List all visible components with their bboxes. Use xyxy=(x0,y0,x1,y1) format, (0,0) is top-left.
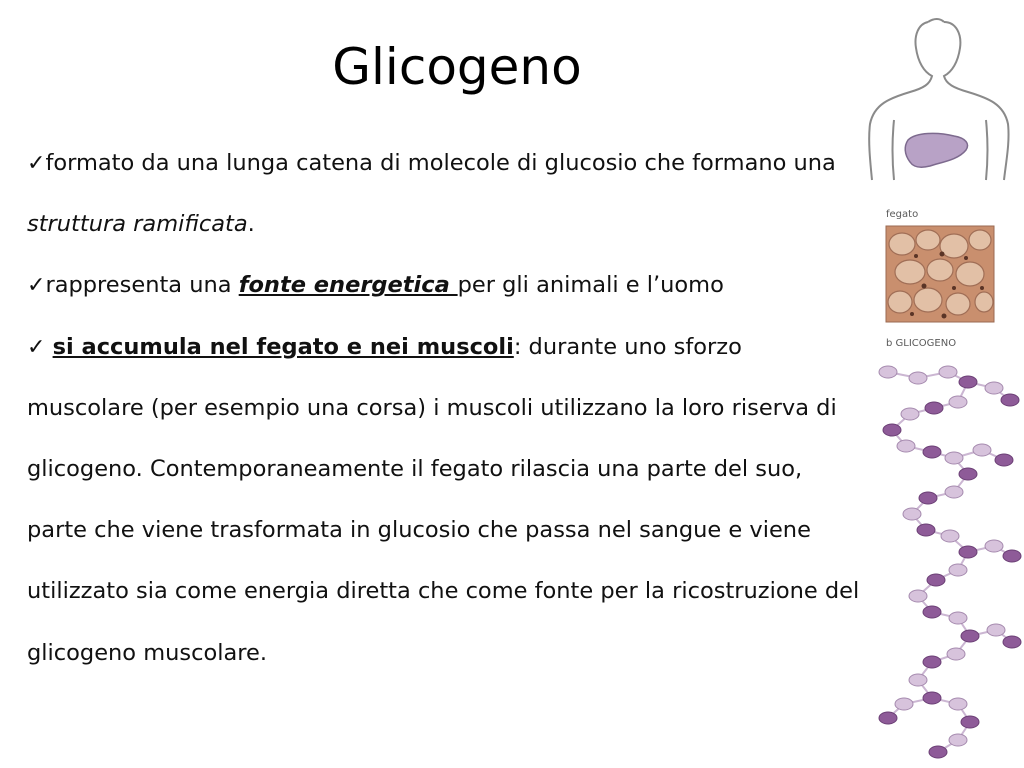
checkmark-icon: ✓ xyxy=(27,273,46,299)
bullet-1 xyxy=(27,133,862,255)
arm-line-right xyxy=(986,120,988,180)
bullet-2-text: rappresenta una xyxy=(45,272,239,299)
slide-body xyxy=(27,133,862,684)
bullet-1-text: formato da una lunga catena di molecole di glucosio che formano una xyxy=(45,150,836,176)
bullet-3-bold: si accumula nel fegato e nei muscoli xyxy=(52,333,514,360)
bullet-1-end: . xyxy=(247,211,255,238)
glycogen-illustration xyxy=(858,0,1024,768)
liver-icon xyxy=(905,133,967,167)
liver-tissue-micrograph xyxy=(886,226,994,322)
checkmark-icon: ✓ xyxy=(27,151,46,176)
arm-line-left xyxy=(893,120,895,180)
illustration-svg xyxy=(858,0,1024,768)
bullet-2-emphasis: fonte energetica xyxy=(238,272,458,299)
checkmark-icon: ✓ xyxy=(27,334,46,360)
bullet-1-italic: struttura ramificata xyxy=(27,211,248,238)
head-top xyxy=(928,19,944,22)
fegato-caption: fegato xyxy=(886,209,919,220)
glycogen-chain-figure xyxy=(879,366,1021,758)
bullet-3-text: : durante uno sforzo muscolare (per esempio una corsa) i muscoli utilizzano la loro riserva di glicogeno. Contemporaneamente il fegato rilascia una parte del suo, parte che viene trasformata in glucosio che passa nel sangue e viene utilizzato sia come energia diretta che come fonte per la ricostruzione del glicogeno muscolare. xyxy=(27,333,860,666)
bullet-2 xyxy=(27,255,862,316)
bullet-3-space xyxy=(45,334,52,360)
bullet-2-end: per gli animali e l’uomo xyxy=(457,272,724,299)
bullet-3 xyxy=(27,317,862,684)
slide-title: Glicogeno xyxy=(332,38,582,96)
glicogeno-caption: b GLICOGENO xyxy=(886,338,957,349)
